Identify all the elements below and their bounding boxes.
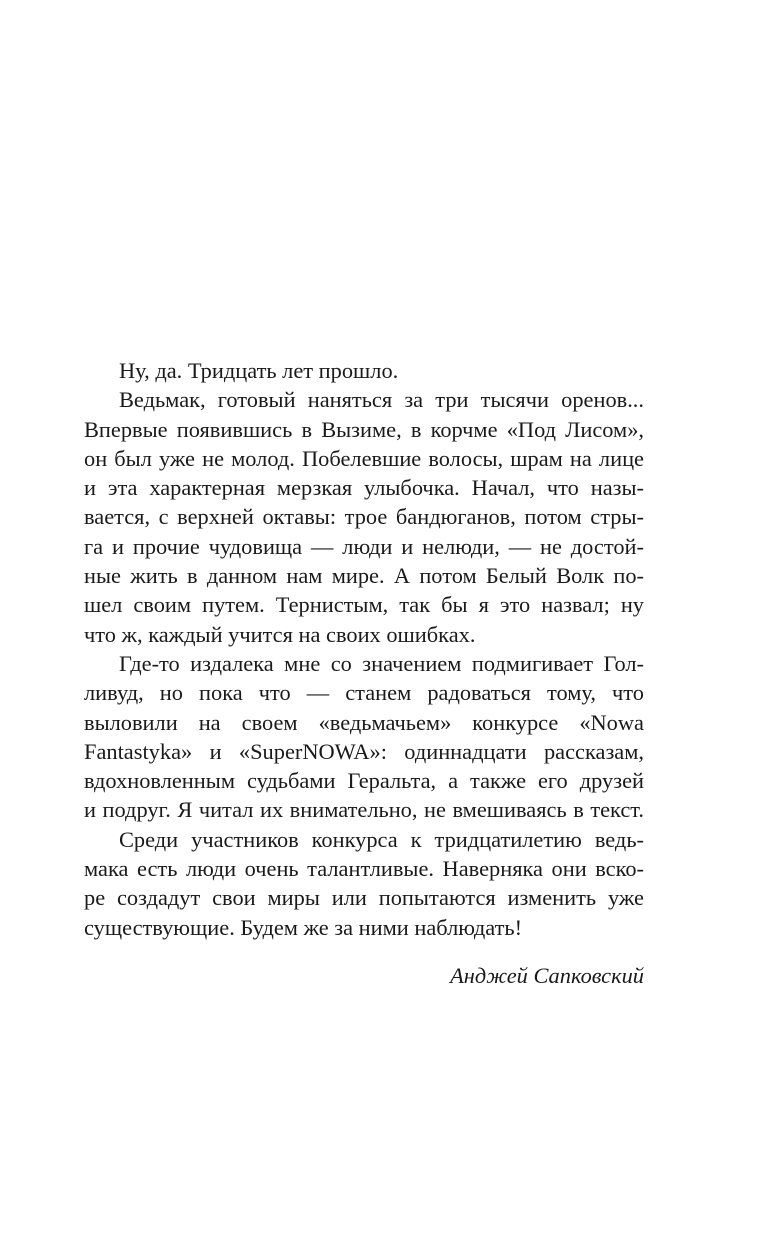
text-line: Где-то издалека мне со значением подмигивает Гол- bbox=[119, 650, 644, 676]
author-signature: Анджей Сапковский bbox=[450, 963, 644, 988]
text-line: что ж, каждый учится на своих ошибках. bbox=[84, 621, 476, 647]
text-line: шел своим путем. Тернистым, так бы я это назвал; ну bbox=[84, 592, 644, 618]
text-line: и подруг. Я читал их внимательно, не вмешиваясь в текст. bbox=[84, 797, 644, 823]
text-line: Ну, да. Тридцать лет прошло. bbox=[119, 358, 399, 383]
text-line: Впервые появившись в Вызиме, в корчме «Под Лисом», bbox=[84, 416, 644, 442]
text-line: вдохновленным судьбами Геральта, а также его друзей bbox=[84, 768, 644, 794]
text-line: и эта характерная мерзкая улыбочка. Начал, что назы- bbox=[84, 475, 644, 501]
text-line: Ведьмак, готовый наняться за три тысячи оренов... bbox=[119, 387, 644, 413]
paragraph-3 bbox=[84, 649, 644, 825]
text-line: ливуд, но пока что — станем радоваться тому, что bbox=[84, 680, 644, 706]
paragraph-4 bbox=[84, 825, 644, 942]
text-line: существующие. Будем же за ними наблюдать! bbox=[84, 914, 523, 940]
text-line: он был уже не молод. Побелевшие волосы, шрам на лице bbox=[84, 445, 644, 471]
text-line: вается, с верхней октавы: трое бандюганов, потом стры- bbox=[84, 504, 644, 530]
text-line: выловили на своем «ведьмачьем» конкурсе «Nowa bbox=[84, 709, 644, 735]
text-line: мака есть люди очень талантливые. Наверняка они вско- bbox=[84, 856, 644, 882]
page-body bbox=[84, 356, 644, 942]
text-line: га и прочие чудовища — люди и нелюди, — не достой- bbox=[84, 533, 644, 559]
paragraph-2 bbox=[84, 385, 644, 649]
text-line: Fantastyka» и «SuperNOWA»: одиннадцати рассказам, bbox=[84, 738, 644, 764]
paragraph-1 bbox=[84, 356, 644, 385]
text-line: Среди участников конкурса к тридцатилетию ведь- bbox=[119, 826, 644, 852]
text-line: ре создадут свои миры или попытаются изменить уже bbox=[84, 885, 644, 911]
text-line: ные жить в данном нам мире. А потом Белый Волк по- bbox=[84, 563, 644, 589]
